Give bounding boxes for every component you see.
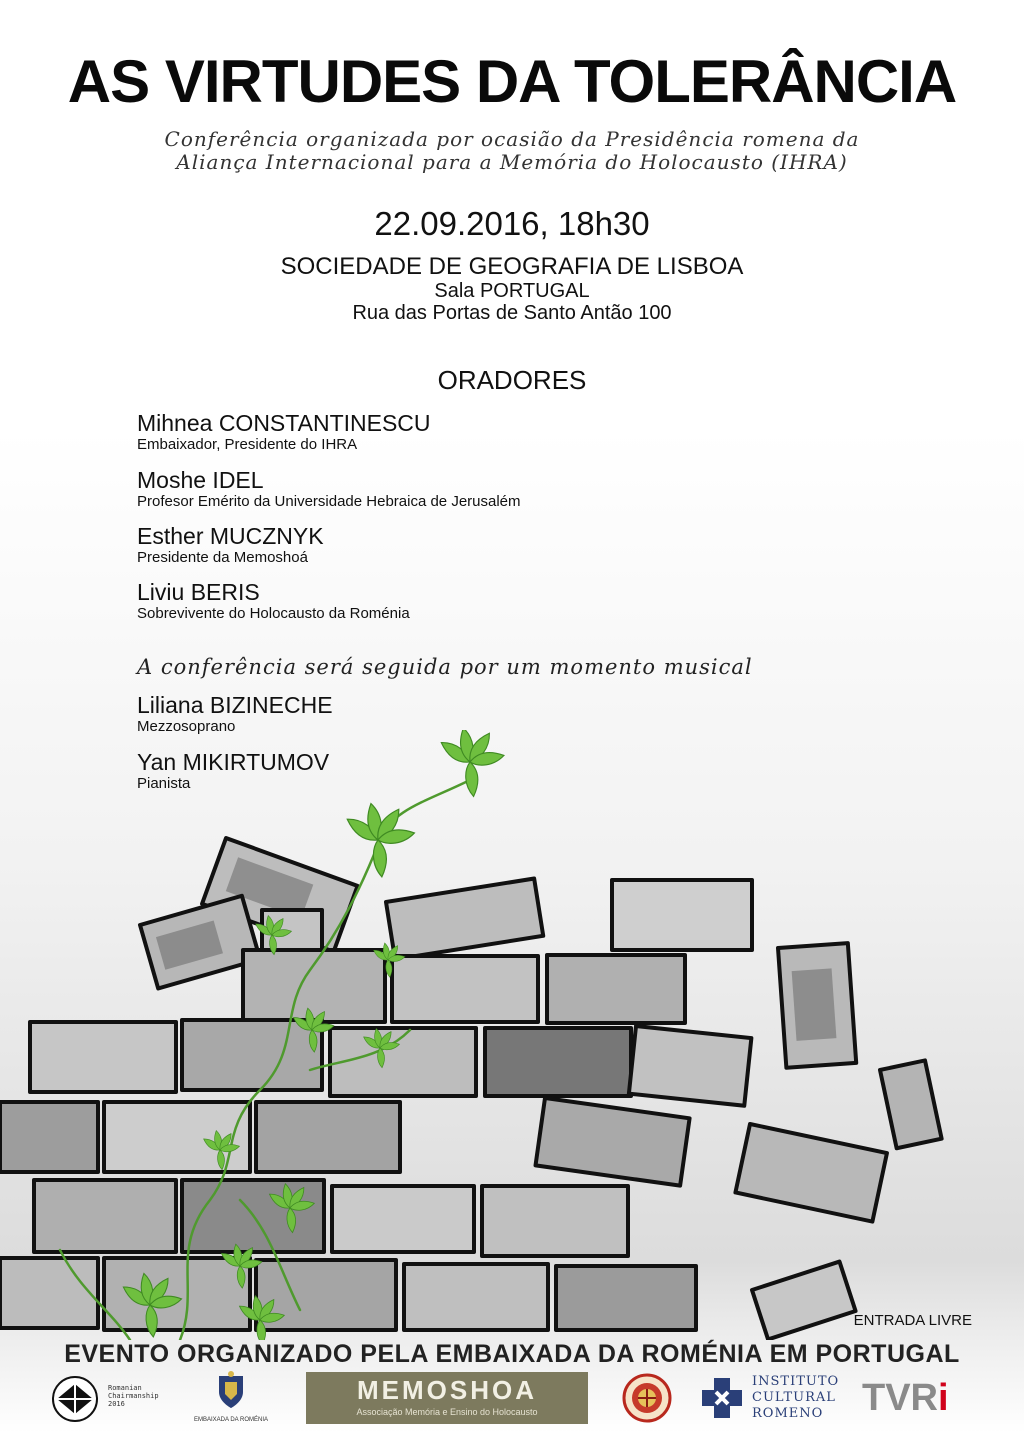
brick (612, 880, 752, 950)
event-date: 22.09.2016, 18h30 (374, 205, 650, 242)
speaker-role: Profesor Emérito da Universidade Hebraica de Jerusalém (137, 493, 521, 510)
performer-1 (137, 693, 333, 735)
tvr-main-text: TVR (862, 1377, 938, 1419)
embassy-name: EMBAIXADA DA ROMÉNIA (193, 1417, 269, 1423)
brick (404, 1264, 548, 1330)
speaker-role: Sobrevivente do Holocausto da Roménia (137, 605, 410, 622)
speaker-1 (137, 411, 431, 453)
coat-of-arms-icon (216, 1370, 246, 1410)
organizer-banner: EVENTO ORGANIZADO PELA EMBAIXADA DA ROMÉNIA EM PORTUGAL (64, 1340, 960, 1368)
performer-role: Pianista (137, 775, 191, 792)
poster-subtitle (100, 128, 924, 174)
speaker-2 (137, 468, 521, 510)
brick (30, 1022, 176, 1092)
romanian-chairmanship-logo (50, 1374, 170, 1424)
brick (556, 1266, 696, 1330)
speaker-3 (137, 524, 324, 566)
brick (536, 1098, 690, 1186)
icr-logo (700, 1374, 840, 1426)
speaker-name: Esther MUCZNYK (137, 523, 324, 549)
venue-room: Sala PORTUGAL (434, 280, 590, 302)
brick (0, 1258, 98, 1328)
performer-role: Mezzosoprano (137, 718, 236, 735)
icr-line1: INSTITUTO (752, 1374, 840, 1389)
memoshoa-name: MEMOSHOA (357, 1375, 537, 1405)
brick (778, 943, 856, 1068)
subtitle-line-2: Aliança Internacional para a Memória do Holocausto (IHRA) (176, 150, 848, 174)
embassy-logo (186, 1370, 276, 1428)
speakers-heading: ORADORES (437, 365, 587, 395)
brick (485, 1028, 631, 1096)
speaker-4 (137, 580, 410, 622)
speaker-role: Embaixador, Presidente do IHRA (137, 436, 358, 453)
subtitle-line-1: Conferência organizada por ocasião da Presidência romena da (164, 127, 860, 151)
sponsor-logos (0, 1366, 1024, 1433)
brick (256, 1102, 400, 1172)
free-entry-label: ENTRADA LIVRE (853, 1312, 972, 1329)
tvr-suffix-text: i (938, 1377, 949, 1419)
brick (629, 1026, 751, 1106)
speaker-role: Presidente da Memoshoá (137, 549, 308, 566)
brick (735, 1124, 886, 1222)
poster-title: AS VIRTUDES DA TOLERÂNCIA (67, 48, 957, 115)
brick (386, 879, 543, 960)
brick (392, 956, 538, 1022)
brick (243, 950, 385, 1022)
geography-society-seal-icon (622, 1372, 672, 1424)
brick (482, 1186, 628, 1256)
memoshoa-tagline: Associação Memória e Ensino do Holocausto (356, 1407, 538, 1417)
venue-address: Rua das Portas de Santo Antão 100 (352, 302, 672, 324)
speaker-name: Liviu BERIS (137, 579, 260, 605)
memoshoa-logo (306, 1372, 588, 1424)
brick (547, 955, 685, 1023)
brick (34, 1180, 176, 1252)
icr-line2: CULTURAL (752, 1390, 836, 1405)
brick (752, 1262, 856, 1340)
musical-note: A conferência será seguida por um momento musical (137, 655, 753, 679)
icr-cross-icon (700, 1376, 744, 1420)
tvr-international-logo (862, 1372, 982, 1424)
brick (332, 1186, 474, 1252)
brick (104, 1258, 250, 1330)
chairmanship-emblem-icon (50, 1374, 102, 1424)
performer-name: Liliana BIZINECHE (137, 692, 333, 718)
performer-name: Yan MIKIRTUMOV (137, 749, 330, 775)
brick (0, 1102, 98, 1172)
chairmanship-line2: Chairmanship (108, 1392, 159, 1400)
brick (880, 1060, 942, 1148)
icr-line3: ROMENO (752, 1406, 824, 1421)
brick (182, 1020, 322, 1090)
venue-block (0, 254, 1024, 324)
brick-wall-illustration (0, 730, 1024, 1340)
speaker-name: Mihnea CONSTANTINESCU (137, 410, 431, 436)
speaker-name: Moshe IDEL (137, 467, 264, 493)
venue-name: SOCIEDADE DE GEOGRAFIA DE LISBOA (280, 253, 744, 280)
chairmanship-line1: Romanian (108, 1384, 142, 1392)
chairmanship-year: 2016 (108, 1400, 125, 1408)
brick (330, 1028, 476, 1096)
